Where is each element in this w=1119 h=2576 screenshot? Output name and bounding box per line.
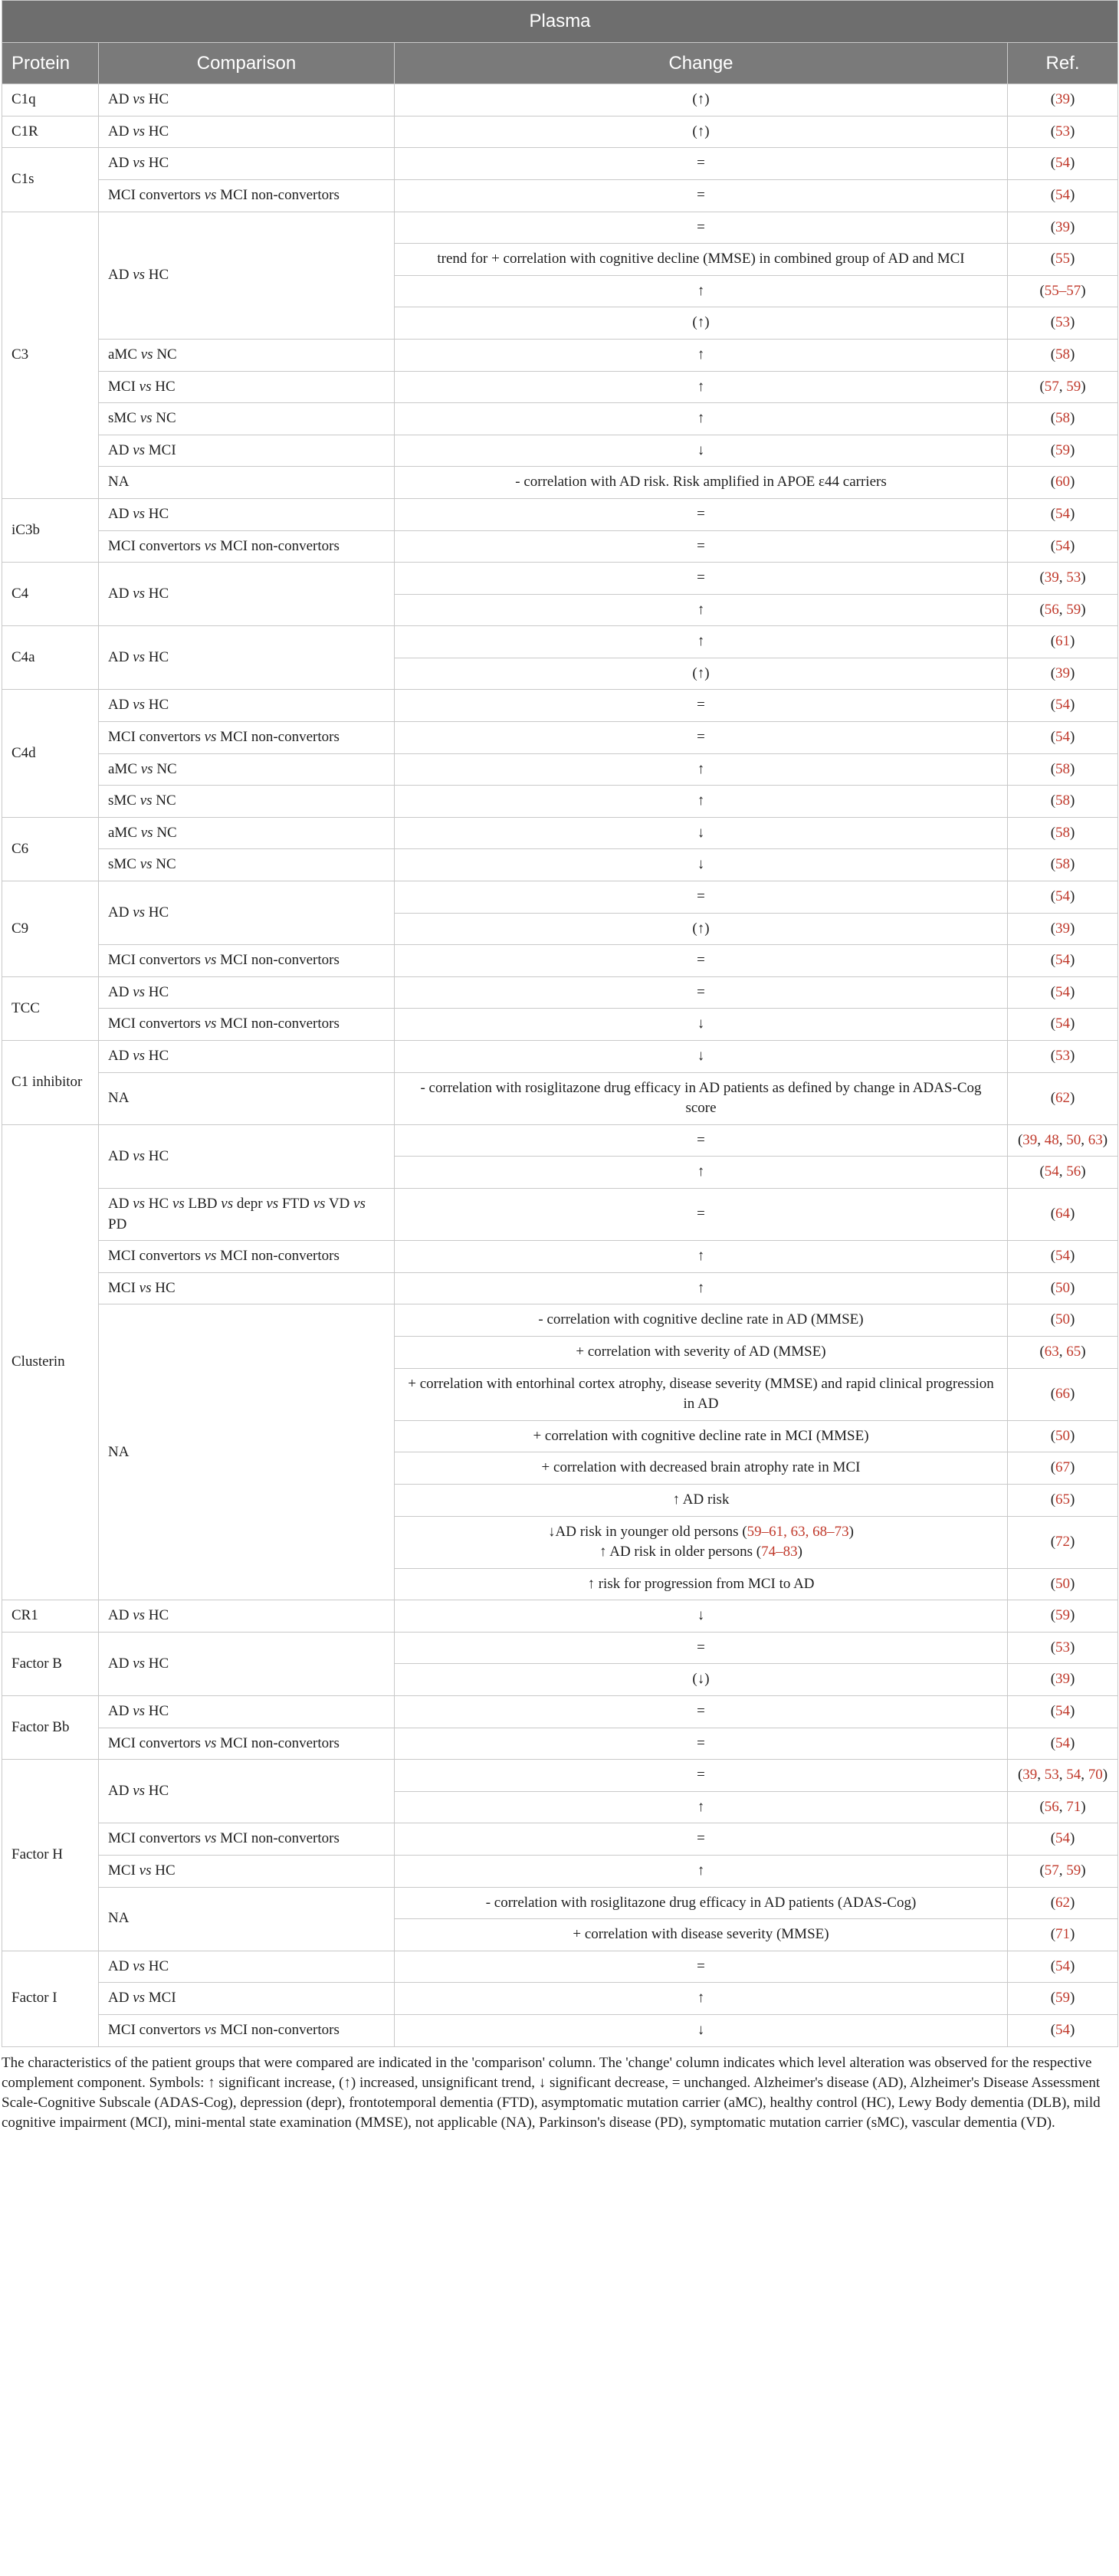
table-row — [2, 179, 1118, 212]
change-cell: + correlation with disease severity (MMSE) — [395, 1919, 1008, 1951]
table-title: Plasma — [2, 1, 1118, 43]
change-cell: ↑ — [395, 786, 1008, 818]
table-row — [2, 786, 1118, 818]
change-cell: ↓ — [395, 1600, 1008, 1633]
comparison-cell: MCI convertors vs MCI non-convertors — [99, 1728, 395, 1760]
comparison-cell: AD vs HC — [99, 1124, 395, 1188]
table-row — [2, 1072, 1118, 1124]
ref-cell: (54) — [1008, 1241, 1118, 1273]
comparison-cell: NA — [99, 467, 395, 499]
change-cell: = — [395, 1760, 1008, 1792]
table-row — [2, 1823, 1118, 1856]
change-cell: - correlation with AD risk. Risk amplified in APOE ε44 carriers — [395, 467, 1008, 499]
change-cell: ↑ — [395, 403, 1008, 435]
change-cell: (↑) — [395, 658, 1008, 690]
ref-cell: (66) — [1008, 1368, 1118, 1420]
ref-cell: (59) — [1008, 435, 1118, 467]
table-row — [2, 2015, 1118, 2047]
table-row — [2, 1272, 1118, 1304]
protein-cell: Factor H — [2, 1760, 99, 1951]
table-row — [2, 339, 1118, 371]
comparison-cell: AD vs HC — [99, 976, 395, 1009]
change-cell: (↑) — [395, 84, 1008, 116]
comparison-cell: NA — [99, 1304, 395, 1600]
change-cell: = — [395, 1823, 1008, 1856]
comparison-cell: MCI convertors vs MCI non-convertors — [99, 945, 395, 977]
change-cell: = — [395, 1696, 1008, 1728]
change-cell: = — [395, 881, 1008, 914]
comparison-cell: AD vs MCI — [99, 1983, 395, 2015]
change-cell: + correlation with severity of AD (MMSE) — [395, 1336, 1008, 1368]
protein-cell: Factor I — [2, 1951, 99, 2046]
change-cell: ↑ AD risk — [395, 1484, 1008, 1516]
table-row — [2, 849, 1118, 881]
comparison-cell: NA — [99, 1887, 395, 1951]
change-cell: ↑ — [395, 1983, 1008, 2015]
comparison-cell: AD vs HC — [99, 1696, 395, 1728]
ref-cell: (57, 59) — [1008, 1856, 1118, 1888]
table-row — [2, 1632, 1118, 1664]
table-row — [2, 1041, 1118, 1073]
change-cell: ↓AD risk in younger old persons (59–61, 63, 68–73) ↑ AD risk in older persons (74–83) — [395, 1516, 1008, 1568]
comparison-cell: NA — [99, 1072, 395, 1124]
ref-cell: (54) — [1008, 722, 1118, 754]
comparison-cell: sMC vs NC — [99, 786, 395, 818]
table-row — [2, 753, 1118, 786]
ref-cell: (54) — [1008, 1823, 1118, 1856]
change-cell: = — [395, 530, 1008, 563]
ref-cell: (54) — [1008, 148, 1118, 180]
table-row — [2, 976, 1118, 1009]
ref-cell: (72) — [1008, 1516, 1118, 1568]
comparison-cell: sMC vs NC — [99, 849, 395, 881]
ref-cell: (54) — [1008, 2015, 1118, 2047]
protein-cell: Factor Bb — [2, 1696, 99, 1760]
protein-cell: Clusterin — [2, 1124, 99, 1600]
comparison-cell: MCI convertors vs MCI non-convertors — [99, 179, 395, 212]
protein-cell: C4 — [2, 563, 99, 626]
change-cell: = — [395, 1188, 1008, 1240]
change-cell: = — [395, 212, 1008, 244]
table-row — [2, 1887, 1118, 1919]
ref-cell: (62) — [1008, 1072, 1118, 1124]
table-row — [2, 1304, 1118, 1337]
table-row — [2, 212, 1118, 244]
ref-cell: (56, 59) — [1008, 594, 1118, 626]
comparison-cell: AD vs HC — [99, 1041, 395, 1073]
comparison-cell: aMC vs NC — [99, 753, 395, 786]
ref-cell: (71) — [1008, 1919, 1118, 1951]
ref-cell: (39) — [1008, 84, 1118, 116]
ref-cell: (50) — [1008, 1568, 1118, 1600]
comparison-cell: MCI convertors vs MCI non-convertors — [99, 2015, 395, 2047]
change-cell: + correlation with decreased brain atrophy rate in MCI — [395, 1452, 1008, 1485]
comparison-cell: AD vs HC — [99, 881, 395, 945]
table-row — [2, 1696, 1118, 1728]
change-cell: - correlation with cognitive decline rate in AD (MMSE) — [395, 1304, 1008, 1337]
comparison-cell: AD vs HC — [99, 563, 395, 626]
table-body — [2, 84, 1118, 2046]
comparison-cell: AD vs HC — [99, 84, 395, 116]
comparison-cell: MCI vs HC — [99, 371, 395, 403]
table-row — [2, 530, 1118, 563]
change-cell: + correlation with cognitive decline rate in MCI (MMSE) — [395, 1420, 1008, 1452]
table-row — [2, 435, 1118, 467]
plasma-table — [2, 0, 1118, 2047]
comparison-cell: AD vs HC — [99, 1951, 395, 1983]
comparison-cell: AD vs HC — [99, 1632, 395, 1695]
ref-cell: (55) — [1008, 244, 1118, 276]
change-cell: ↑ — [395, 371, 1008, 403]
change-cell: trend for + correlation with cognitive decline (MMSE) in combined group of AD and MCI — [395, 244, 1008, 276]
comparison-cell: MCI vs HC — [99, 1856, 395, 1888]
table-row — [2, 1009, 1118, 1041]
table-row — [2, 722, 1118, 754]
ref-cell: (67) — [1008, 1452, 1118, 1485]
ref-cell: (58) — [1008, 817, 1118, 849]
table-row — [2, 148, 1118, 180]
ref-cell: (54) — [1008, 179, 1118, 212]
protein-cell: C1 inhibitor — [2, 1041, 99, 1125]
change-cell: (↑) — [395, 307, 1008, 340]
comparison-cell: AD vs HC vs LBD vs depr vs FTD vs VD vs PD — [99, 1188, 395, 1240]
comparison-cell: AD vs HC — [99, 498, 395, 530]
ref-cell: (39) — [1008, 212, 1118, 244]
table-row — [2, 1856, 1118, 1888]
change-cell: ↑ — [395, 753, 1008, 786]
change-cell: ↑ risk for progression from MCI to AD — [395, 1568, 1008, 1600]
document — [2, 0, 1117, 2133]
change-cell: ↓ — [395, 435, 1008, 467]
header-change: Change — [395, 42, 1008, 84]
change-cell: ↓ — [395, 817, 1008, 849]
change-cell: - correlation with rosiglitazone drug efficacy in AD patients as defined by change in ADAS-Cog score — [395, 1072, 1008, 1124]
comparison-cell: MCI convertors vs MCI non-convertors — [99, 722, 395, 754]
change-cell: = — [395, 1728, 1008, 1760]
ref-cell: (58) — [1008, 753, 1118, 786]
comparison-cell: AD vs HC — [99, 1760, 395, 1823]
comparison-cell: AD vs HC — [99, 690, 395, 722]
protein-cell: C4d — [2, 690, 99, 817]
comparison-cell: aMC vs NC — [99, 339, 395, 371]
ref-cell: (50) — [1008, 1304, 1118, 1337]
ref-cell: (54) — [1008, 498, 1118, 530]
ref-cell: (54) — [1008, 1696, 1118, 1728]
comparison-cell: AD vs HC — [99, 116, 395, 148]
protein-cell: C1s — [2, 148, 99, 212]
table-row — [2, 1983, 1118, 2015]
ref-cell: (54) — [1008, 1728, 1118, 1760]
change-cell: (↓) — [395, 1664, 1008, 1696]
table-row — [2, 1241, 1118, 1273]
change-cell: ↑ — [395, 1272, 1008, 1304]
change-cell: = — [395, 1951, 1008, 1983]
change-cell: ↑ — [395, 275, 1008, 307]
ref-cell: (53) — [1008, 1632, 1118, 1664]
table-row — [2, 1188, 1118, 1240]
ref-cell: (53) — [1008, 1041, 1118, 1073]
change-cell: = — [395, 945, 1008, 977]
table-row — [2, 1760, 1118, 1792]
protein-cell: C9 — [2, 881, 99, 977]
table-row — [2, 817, 1118, 849]
change-cell: - correlation with rosiglitazone drug efficacy in AD patients (ADAS-Cog) — [395, 1887, 1008, 1919]
change-cell: ↓ — [395, 849, 1008, 881]
ref-cell: (56, 71) — [1008, 1791, 1118, 1823]
ref-cell: (65) — [1008, 1484, 1118, 1516]
ref-cell: (64) — [1008, 1188, 1118, 1240]
table-row — [2, 84, 1118, 116]
table-row — [2, 1600, 1118, 1633]
ref-cell: (63, 65) — [1008, 1336, 1118, 1368]
ref-cell: (39, 53, 54, 70) — [1008, 1760, 1118, 1792]
protein-cell: CR1 — [2, 1600, 99, 1633]
ref-cell: (50) — [1008, 1272, 1118, 1304]
table-footnote: The characteristics of the patient groups that were compared are indicated in the 'comparison' column. The 'change' column indicates which level alteration was observed for the respective complement component. Symbols: ↑ significant increase, (↑) increased, unsignificant trend, ↓ significant decrease, = unchanged. Alzheimer's disease (AD), Alzheimer's Disease Assessment Scale-Cognitive Subscale (ADAS-Cog), depression (depr), frontotemporal dementia (FTD), asymptomatic mutation carrier (aMC), healthy control (HC), Lewy Body dementia (DLB), mild cognitive impairment (MCI), mini-mental state examination (MMSE), not applicable (NA), Parkinson's disease (PD), symptomatic mutation carrier (sMC), vascular dementia (VD). — [2, 2054, 1101, 2131]
change-cell: ↑ — [395, 339, 1008, 371]
ref-cell: (39, 48, 50, 63) — [1008, 1124, 1118, 1157]
change-cell: ↓ — [395, 2015, 1008, 2047]
change-cell: (↑) — [395, 116, 1008, 148]
header-protein: Protein — [2, 42, 99, 84]
ref-cell: (54) — [1008, 1951, 1118, 1983]
ref-cell: (59) — [1008, 1600, 1118, 1633]
protein-cell: Factor B — [2, 1632, 99, 1695]
ref-cell: (58) — [1008, 849, 1118, 881]
comparison-cell: AD vs HC — [99, 148, 395, 180]
ref-cell: (53) — [1008, 307, 1118, 340]
change-cell: ↑ — [395, 1856, 1008, 1888]
ref-cell: (54) — [1008, 976, 1118, 1009]
header-comparison: Comparison — [99, 42, 395, 84]
protein-cell: iC3b — [2, 498, 99, 562]
table-row — [2, 116, 1118, 148]
table-row — [2, 626, 1118, 658]
comparison-cell: AD vs MCI — [99, 435, 395, 467]
comparison-cell: MCI convertors vs MCI non-convertors — [99, 1823, 395, 1856]
change-cell: ↑ — [395, 594, 1008, 626]
change-cell: = — [395, 690, 1008, 722]
ref-cell: (39) — [1008, 913, 1118, 945]
comparison-cell: MCI convertors vs MCI non-convertors — [99, 530, 395, 563]
ref-cell: (61) — [1008, 626, 1118, 658]
table-row — [2, 498, 1118, 530]
comparison-cell: MCI vs HC — [99, 1272, 395, 1304]
table-row — [2, 563, 1118, 595]
table-row — [2, 1951, 1118, 1983]
table-row — [2, 1124, 1118, 1157]
change-cell: = — [395, 722, 1008, 754]
comparison-cell: MCI convertors vs MCI non-convertors — [99, 1009, 395, 1041]
ref-cell: (54) — [1008, 690, 1118, 722]
change-cell: = — [395, 976, 1008, 1009]
ref-cell: (54) — [1008, 530, 1118, 563]
change-cell: ↑ — [395, 1791, 1008, 1823]
change-cell: = — [395, 563, 1008, 595]
ref-cell: (54) — [1008, 1009, 1118, 1041]
comparison-cell: aMC vs NC — [99, 817, 395, 849]
table-row — [2, 945, 1118, 977]
protein-cell: C4a — [2, 626, 99, 690]
protein-cell: C3 — [2, 212, 99, 498]
ref-cell: (53) — [1008, 116, 1118, 148]
change-cell: ↓ — [395, 1009, 1008, 1041]
change-cell: = — [395, 148, 1008, 180]
protein-cell: C1R — [2, 116, 99, 148]
ref-cell: (39) — [1008, 658, 1118, 690]
comparison-cell: sMC vs NC — [99, 403, 395, 435]
ref-cell: (58) — [1008, 403, 1118, 435]
change-cell: ↑ — [395, 1157, 1008, 1189]
comparison-cell: MCI convertors vs MCI non-convertors — [99, 1241, 395, 1273]
ref-cell: (54) — [1008, 881, 1118, 914]
ref-cell: (54, 56) — [1008, 1157, 1118, 1189]
ref-cell: (39, 53) — [1008, 563, 1118, 595]
table-row — [2, 467, 1118, 499]
table-row — [2, 690, 1118, 722]
ref-cell: (59) — [1008, 1983, 1118, 2015]
ref-cell: (50) — [1008, 1420, 1118, 1452]
change-cell: ↑ — [395, 1241, 1008, 1273]
ref-cell: (58) — [1008, 339, 1118, 371]
table-row — [2, 371, 1118, 403]
ref-cell: (57, 59) — [1008, 371, 1118, 403]
change-cell: = — [395, 498, 1008, 530]
change-cell: = — [395, 179, 1008, 212]
comparison-cell: AD vs HC — [99, 1600, 395, 1633]
table-row — [2, 881, 1118, 914]
change-cell: ↑ — [395, 626, 1008, 658]
ref-cell: (39) — [1008, 1664, 1118, 1696]
comparison-cell: AD vs HC — [99, 212, 395, 339]
change-cell: (↑) — [395, 913, 1008, 945]
ref-cell: (58) — [1008, 786, 1118, 818]
protein-cell: C1q — [2, 84, 99, 116]
ref-cell: (55–57) — [1008, 275, 1118, 307]
comparison-cell: AD vs HC — [99, 626, 395, 690]
ref-cell: (60) — [1008, 467, 1118, 499]
table-row — [2, 1728, 1118, 1760]
change-cell: = — [395, 1124, 1008, 1157]
protein-cell: C6 — [2, 817, 99, 881]
table-row — [2, 403, 1118, 435]
change-cell: + correlation with entorhinal cortex atrophy, disease severity (MMSE) and rapid clinical progression in AD — [395, 1368, 1008, 1420]
protein-cell: TCC — [2, 976, 99, 1040]
ref-cell: (54) — [1008, 945, 1118, 977]
change-cell: ↓ — [395, 1041, 1008, 1073]
change-cell: = — [395, 1632, 1008, 1664]
header-ref: Ref. — [1008, 42, 1118, 84]
ref-cell: (62) — [1008, 1887, 1118, 1919]
